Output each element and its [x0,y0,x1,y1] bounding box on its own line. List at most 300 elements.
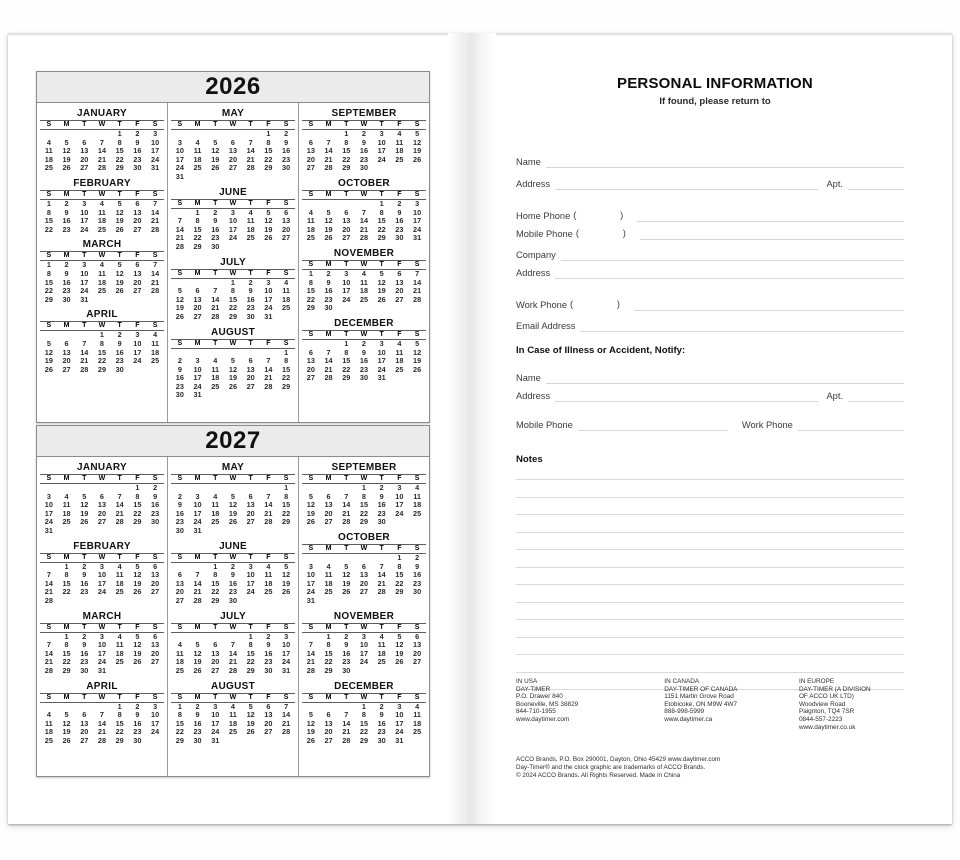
day-cell[interactable]: 15 [359,500,369,510]
day-cell[interactable]: 5 [135,561,140,571]
day-cell[interactable]: 7 [82,338,87,348]
day-cell[interactable]: 28 [324,373,333,383]
day-cell[interactable]: 4 [308,207,313,217]
day-cell[interactable]: 3 [177,137,182,147]
day-cell[interactable]: 19 [282,578,291,588]
day-cell[interactable]: 3 [213,701,218,711]
day-cell[interactable]: 10 [413,207,422,217]
day-cell[interactable]: 28 [193,595,202,605]
day-cell[interactable]: 9 [64,207,69,217]
day-cell[interactable]: 12 [377,277,386,287]
day-cell[interactable]: 27 [359,587,369,597]
day-cell[interactable]: 22 [115,154,124,164]
day-cell[interactable]: 21 [306,657,315,667]
day-cell[interactable]: 28 [115,517,124,527]
day-cell[interactable]: 21 [151,277,160,287]
day-cell[interactable]: 5 [248,701,253,711]
day-cell[interactable]: 8 [46,207,51,217]
day-cell[interactable]: 18 [306,224,315,234]
day-cell[interactable]: 8 [344,347,349,357]
day-cell[interactable]: 29 [97,364,107,374]
day-cell[interactable]: 20 [133,216,142,226]
day-cell[interactable]: 19 [306,508,315,518]
day-cell[interactable]: 8 [284,356,289,366]
day-cell[interactable]: 23 [115,356,124,366]
day-cell[interactable]: 15 [193,224,202,234]
day-cell[interactable]: 27 [80,163,89,173]
day-cell[interactable]: 10 [80,207,89,217]
day-cell[interactable]: 6 [361,561,366,571]
day-cell[interactable]: 17 [175,154,184,164]
day-cell[interactable]: 10 [282,640,291,650]
day-cell[interactable]: 15 [359,718,369,728]
day-cell[interactable]: 2 [213,207,218,217]
day-cell[interactable]: 24 [193,381,202,391]
day-cell[interactable]: 26 [133,657,142,667]
day-cell[interactable]: 15 [62,578,71,588]
day-cell[interactable]: 21 [282,718,291,728]
day-cell[interactable]: 3 [82,198,87,208]
day-cell[interactable]: 8 [284,491,289,501]
day-cell[interactable]: 22 [282,373,291,383]
day-cell[interactable]: 12 [246,710,255,720]
day-cell[interactable]: 4 [397,338,402,348]
day-cell[interactable]: 19 [80,508,89,518]
day-cell[interactable]: 13 [228,146,238,156]
day-cell[interactable]: 8 [379,207,384,217]
day-cell[interactable]: 20 [264,718,273,728]
day-cell[interactable]: 4 [266,561,271,571]
day-cell[interactable]: 29 [193,241,202,251]
day-cell[interactable]: 16 [359,356,369,366]
day-cell[interactable]: 16 [413,570,422,580]
day-cell[interactable]: 11 [62,500,71,510]
day-cell[interactable]: 27 [133,286,142,296]
day-cell[interactable]: 3 [82,260,87,270]
day-cell[interactable]: 2 [177,491,182,501]
day-cell[interactable]: 6 [397,268,402,278]
day-cell[interactable]: 1 [135,483,140,492]
apt-input[interactable] [848,389,904,402]
day-cell[interactable]: 22 [62,587,71,597]
day-cell[interactable]: 14 [324,356,333,366]
day-cell[interactable]: 6 [135,260,140,270]
day-cell[interactable]: 14 [359,216,369,226]
day-cell[interactable]: 4 [177,640,182,650]
day-cell[interactable]: 27 [175,595,184,605]
day-cell[interactable]: 18 [151,347,160,357]
day-cell[interactable]: 29 [264,163,273,173]
day-cell[interactable]: 5 [117,260,122,270]
day-cell[interactable]: 28 [246,163,255,173]
day-cell[interactable]: 27 [246,381,255,391]
day-cell[interactable]: 14 [175,224,184,234]
day-cell[interactable]: 20 [133,277,142,287]
day-cell[interactable]: 21 [97,727,107,737]
day-cell[interactable]: 31 [44,525,53,535]
day-cell[interactable]: 17 [377,146,386,156]
day-cell[interactable]: 21 [264,508,273,518]
day-cell[interactable]: 10 [377,347,386,357]
day-cell[interactable]: 18 [377,648,386,658]
day-cell[interactable]: 28 [80,364,89,374]
day-cell[interactable]: 15 [377,216,386,226]
day-cell[interactable]: 14 [151,207,160,217]
day-cell[interactable]: 22 [377,224,386,234]
day-cell[interactable]: 4 [284,277,289,287]
day-cell[interactable]: 1 [117,129,122,138]
day-cell[interactable]: 28 [97,735,107,745]
day-cell[interactable]: 9 [64,268,69,278]
day-cell[interactable]: 25 [62,517,71,527]
day-cell[interactable]: 14 [44,578,53,588]
day-cell[interactable]: 8 [397,561,402,571]
day-cell[interactable]: 23 [228,587,238,597]
day-cell[interactable]: 18 [246,224,255,234]
day-cell[interactable]: 10 [228,216,238,226]
day-cell[interactable]: 11 [246,216,255,226]
day-cell[interactable]: 20 [80,727,89,737]
field-input[interactable] [555,389,818,402]
day-cell[interactable]: 11 [413,710,421,720]
day-cell[interactable]: 16 [211,224,220,234]
day-cell[interactable]: 3 [397,483,402,492]
day-cell[interactable]: 2 [82,631,87,641]
day-cell[interactable]: 24 [211,727,220,737]
day-cell[interactable]: 22 [97,356,107,366]
day-cell[interactable]: 10 [193,364,202,374]
apt-input[interactable] [848,177,904,190]
day-cell[interactable]: 12 [115,268,124,278]
day-cell[interactable]: 30 [175,390,184,400]
day-cell[interactable]: 21 [211,303,220,313]
day-cell[interactable]: 9 [266,640,271,650]
day-cell[interactable]: 3 [99,561,104,571]
day-cell[interactable]: 24 [193,517,202,527]
day-cell[interactable]: 19 [377,286,386,296]
day-cell[interactable]: 22 [395,578,404,588]
day-cell[interactable]: 29 [246,665,255,675]
day-cell[interactable]: 7 [326,347,331,357]
day-cell[interactable]: 22 [342,364,351,374]
day-cell[interactable]: 4 [415,701,420,711]
day-cell[interactable]: 31 [413,233,422,243]
day-cell[interactable]: 10 [80,268,89,278]
day-cell[interactable]: 5 [308,710,313,720]
day-cell[interactable]: 26 [228,381,238,391]
day-cell[interactable]: 20 [324,727,333,737]
day-cell[interactable]: 25 [395,364,404,374]
day-cell[interactable]: 22 [306,294,315,304]
day-cell[interactable]: 9 [415,561,420,571]
day-cell[interactable]: 22 [62,657,71,667]
day-cell[interactable]: 6 [135,198,140,208]
day-cell[interactable]: 25 [395,154,404,164]
day-cell[interactable]: 31 [211,735,220,745]
day-cell[interactable]: 6 [177,570,182,580]
day-cell[interactable]: 18 [62,508,71,518]
day-cell[interactable]: 11 [306,216,315,226]
day-cell[interactable]: 30 [377,517,386,527]
day-cell[interactable]: 12 [133,570,142,580]
day-cell[interactable]: 25 [377,657,386,667]
day-cell[interactable]: 12 [211,146,220,156]
day-cell[interactable]: 4 [117,561,122,571]
day-cell[interactable]: 15 [395,570,404,580]
day-cell[interactable]: 13 [80,718,89,728]
day-cell[interactable]: 19 [413,356,422,366]
day-cell[interactable]: 9 [117,338,122,348]
day-cell[interactable]: 21 [151,216,160,226]
day-cell[interactable]: 26 [377,294,386,304]
day-cell[interactable]: 7 [308,640,313,650]
day-cell[interactable]: 9 [135,137,140,147]
day-cell[interactable]: 1 [46,198,51,208]
day-cell[interactable]: 18 [193,154,202,164]
day-cell[interactable]: 23 [377,508,386,518]
day-cell[interactable]: 3 [379,338,384,348]
day-cell[interactable]: 25 [44,163,53,173]
field-input[interactable] [546,155,904,168]
day-cell[interactable]: 12 [306,500,315,510]
day-cell[interactable]: 28 [413,294,422,304]
day-cell[interactable]: 28 [151,224,160,234]
day-cell[interactable]: 3 [248,561,253,571]
day-cell[interactable]: 11 [44,718,53,728]
day-cell[interactable]: 26 [80,517,89,527]
day-cell[interactable]: 7 [195,570,200,580]
day-cell[interactable]: 12 [324,216,333,226]
day-cell[interactable]: 5 [230,491,235,501]
day-cell[interactable]: 5 [64,710,69,720]
day-cell[interactable]: 29 [377,233,386,243]
day-cell[interactable]: 9 [230,570,235,580]
day-cell[interactable]: 26 [342,587,351,597]
day-cell[interactable]: 13 [246,364,255,374]
day-cell[interactable]: 14 [264,364,273,374]
day-cell[interactable]: 21 [228,657,238,667]
day-cell[interactable]: 7 [213,286,218,296]
day-cell[interactable]: 14 [324,146,333,156]
day-cell[interactable]: 3 [230,207,235,217]
day-cell[interactable]: 24 [175,163,184,173]
day-cell[interactable]: 2 [344,631,349,641]
day-cell[interactable]: 22 [44,286,53,296]
day-cell[interactable]: 24 [282,657,291,667]
day-cell[interactable]: 15 [44,216,53,226]
day-cell[interactable]: 2 [361,129,366,138]
day-cell[interactable]: 16 [377,718,386,728]
day-cell[interactable]: 30 [342,665,351,675]
day-cell[interactable]: 24 [228,233,238,243]
day-cell[interactable]: 26 [246,727,255,737]
day-cell[interactable]: 8 [46,268,51,278]
day-cell[interactable]: 24 [133,356,142,366]
day-cell[interactable]: 3 [284,631,289,641]
day-cell[interactable]: 18 [115,648,124,658]
day-cell[interactable]: 29 [282,517,291,527]
day-cell[interactable]: 4 [397,129,402,138]
day-cell[interactable]: 29 [342,373,351,383]
day-cell[interactable]: 6 [99,491,104,501]
day-cell[interactable]: 1 [344,129,349,138]
day-cell[interactable]: 11 [229,710,237,720]
notes-line[interactable] [516,584,904,585]
day-cell[interactable]: 19 [306,727,315,737]
day-cell[interactable]: 8 [99,338,104,348]
day-cell[interactable]: 24 [264,303,273,313]
day-cell[interactable]: 24 [359,657,369,667]
day-cell[interactable]: 6 [213,640,218,650]
day-cell[interactable]: 29 [211,595,220,605]
day-cell[interactable]: 27 [264,727,273,737]
day-cell[interactable]: 30 [264,665,273,675]
day-cell[interactable]: 8 [326,640,331,650]
day-cell[interactable]: 30 [324,303,333,313]
day-cell[interactable]: 23 [62,224,71,234]
day-cell[interactable]: 24 [151,154,160,164]
day-cell[interactable]: 8 [64,640,69,650]
day-cell[interactable]: 16 [175,508,184,518]
day-cell[interactable]: 8 [308,277,313,287]
day-cell[interactable]: 16 [324,286,333,296]
day-cell[interactable]: 7 [344,491,349,501]
day-cell[interactable]: 12 [306,718,315,728]
day-cell[interactable]: 30 [62,294,71,304]
day-cell[interactable]: 17 [359,648,369,658]
day-cell[interactable]: 11 [360,277,368,287]
day-cell[interactable]: 23 [175,517,184,527]
day-cell[interactable]: 8 [195,216,200,226]
day-cell[interactable]: 13 [282,216,291,226]
day-cell[interactable]: 14 [193,578,202,588]
day-cell[interactable]: 7 [415,268,420,278]
day-cell[interactable]: 8 [213,570,218,580]
day-cell[interactable]: 10 [193,500,202,510]
day-cell[interactable]: 2 [195,701,200,711]
day-cell[interactable]: 1 [64,631,69,641]
day-cell[interactable]: 28 [282,727,291,737]
day-cell[interactable]: 24 [395,727,404,737]
day-cell[interactable]: 2 [326,268,331,278]
day-cell[interactable]: 5 [135,631,140,641]
day-cell[interactable]: 2 [177,356,182,366]
day-cell[interactable]: 4 [213,491,218,501]
day-cell[interactable]: 20 [395,286,404,296]
day-cell[interactable]: 24 [80,286,89,296]
day-cell[interactable]: 16 [359,146,369,156]
day-cell[interactable]: 7 [46,640,51,650]
day-cell[interactable]: 6 [344,207,349,217]
day-cell[interactable]: 4 [99,198,104,208]
field-input[interactable] [580,319,904,332]
day-cell[interactable]: 17 [151,718,160,728]
day-cell[interactable]: 25 [151,356,160,366]
day-cell[interactable]: 26 [306,735,315,745]
day-cell[interactable]: 5 [46,338,51,348]
day-cell[interactable]: 26 [115,224,124,234]
day-cell[interactable]: 27 [413,657,422,667]
day-cell[interactable]: 18 [395,146,404,156]
day-cell[interactable]: 8 [266,137,271,147]
day-cell[interactable]: 25 [175,665,184,675]
day-cell[interactable]: 28 [228,665,238,675]
notes-line[interactable] [516,602,904,603]
day-cell[interactable]: 12 [228,364,238,374]
day-cell[interactable]: 14 [246,146,255,156]
day-cell[interactable]: 27 [324,517,333,527]
notes-line[interactable] [516,637,904,638]
day-cell[interactable]: 28 [151,286,160,296]
day-cell[interactable]: 23 [62,286,71,296]
day-cell[interactable]: 17 [44,508,53,518]
day-cell[interactable]: 16 [246,294,255,304]
day-cell[interactable]: 20 [80,154,89,164]
day-cell[interactable]: 11 [98,268,106,278]
day-cell[interactable]: 7 [361,207,366,217]
day-cell[interactable]: 13 [133,207,142,217]
day-cell[interactable]: 13 [246,500,255,510]
day-cell[interactable]: 10 [359,640,369,650]
day-cell[interactable]: 21 [44,657,53,667]
day-cell[interactable]: 1 [230,277,235,287]
day-cell[interactable]: 9 [284,137,289,147]
day-cell[interactable]: 24 [151,727,160,737]
day-cell[interactable]: 24 [246,587,255,597]
day-cell[interactable]: 13 [175,578,184,588]
day-cell[interactable]: 27 [306,163,315,173]
day-cell[interactable]: 26 [413,364,422,374]
day-cell[interactable]: 21 [324,364,333,374]
day-cell[interactable]: 18 [324,578,333,588]
day-cell[interactable]: 15 [175,718,184,728]
day-cell[interactable]: 20 [413,648,422,658]
day-cell[interactable]: 25 [115,587,124,597]
day-cell[interactable]: 11 [98,207,106,217]
day-cell[interactable]: 1 [344,338,349,348]
day-cell[interactable]: 3 [266,277,271,287]
day-cell[interactable]: 15 [282,364,291,374]
day-cell[interactable]: 28 [211,311,220,321]
day-cell[interactable]: 12 [395,640,404,650]
day-cell[interactable]: 9 [397,207,402,217]
day-cell[interactable]: 22 [211,587,220,597]
day-cell[interactable]: 14 [377,570,386,580]
day-cell[interactable]: 14 [282,710,291,720]
day-cell[interactable]: 6 [266,701,271,711]
day-cell[interactable]: 21 [342,508,351,518]
day-cell[interactable]: 27 [324,735,333,745]
day-cell[interactable]: 30 [413,587,422,597]
day-cell[interactable]: 22 [193,233,202,243]
day-cell[interactable]: 3 [135,330,140,340]
day-cell[interactable]: 2 [397,198,402,208]
notes-line[interactable] [516,514,904,515]
day-cell[interactable]: 1 [64,561,69,571]
day-cell[interactable]: 6 [153,561,158,571]
day-cell[interactable]: 11 [324,570,333,580]
field-input[interactable] [637,209,904,222]
day-cell[interactable]: 19 [395,648,404,658]
day-cell[interactable]: 26 [413,154,422,164]
day-cell[interactable]: 30 [80,665,89,675]
day-cell[interactable]: 5 [397,631,402,641]
day-cell[interactable]: 26 [324,233,333,243]
day-cell[interactable]: 23 [413,578,422,588]
day-cell[interactable]: 13 [211,648,220,658]
day-cell[interactable]: 26 [264,233,273,243]
day-cell[interactable]: 28 [342,735,351,745]
